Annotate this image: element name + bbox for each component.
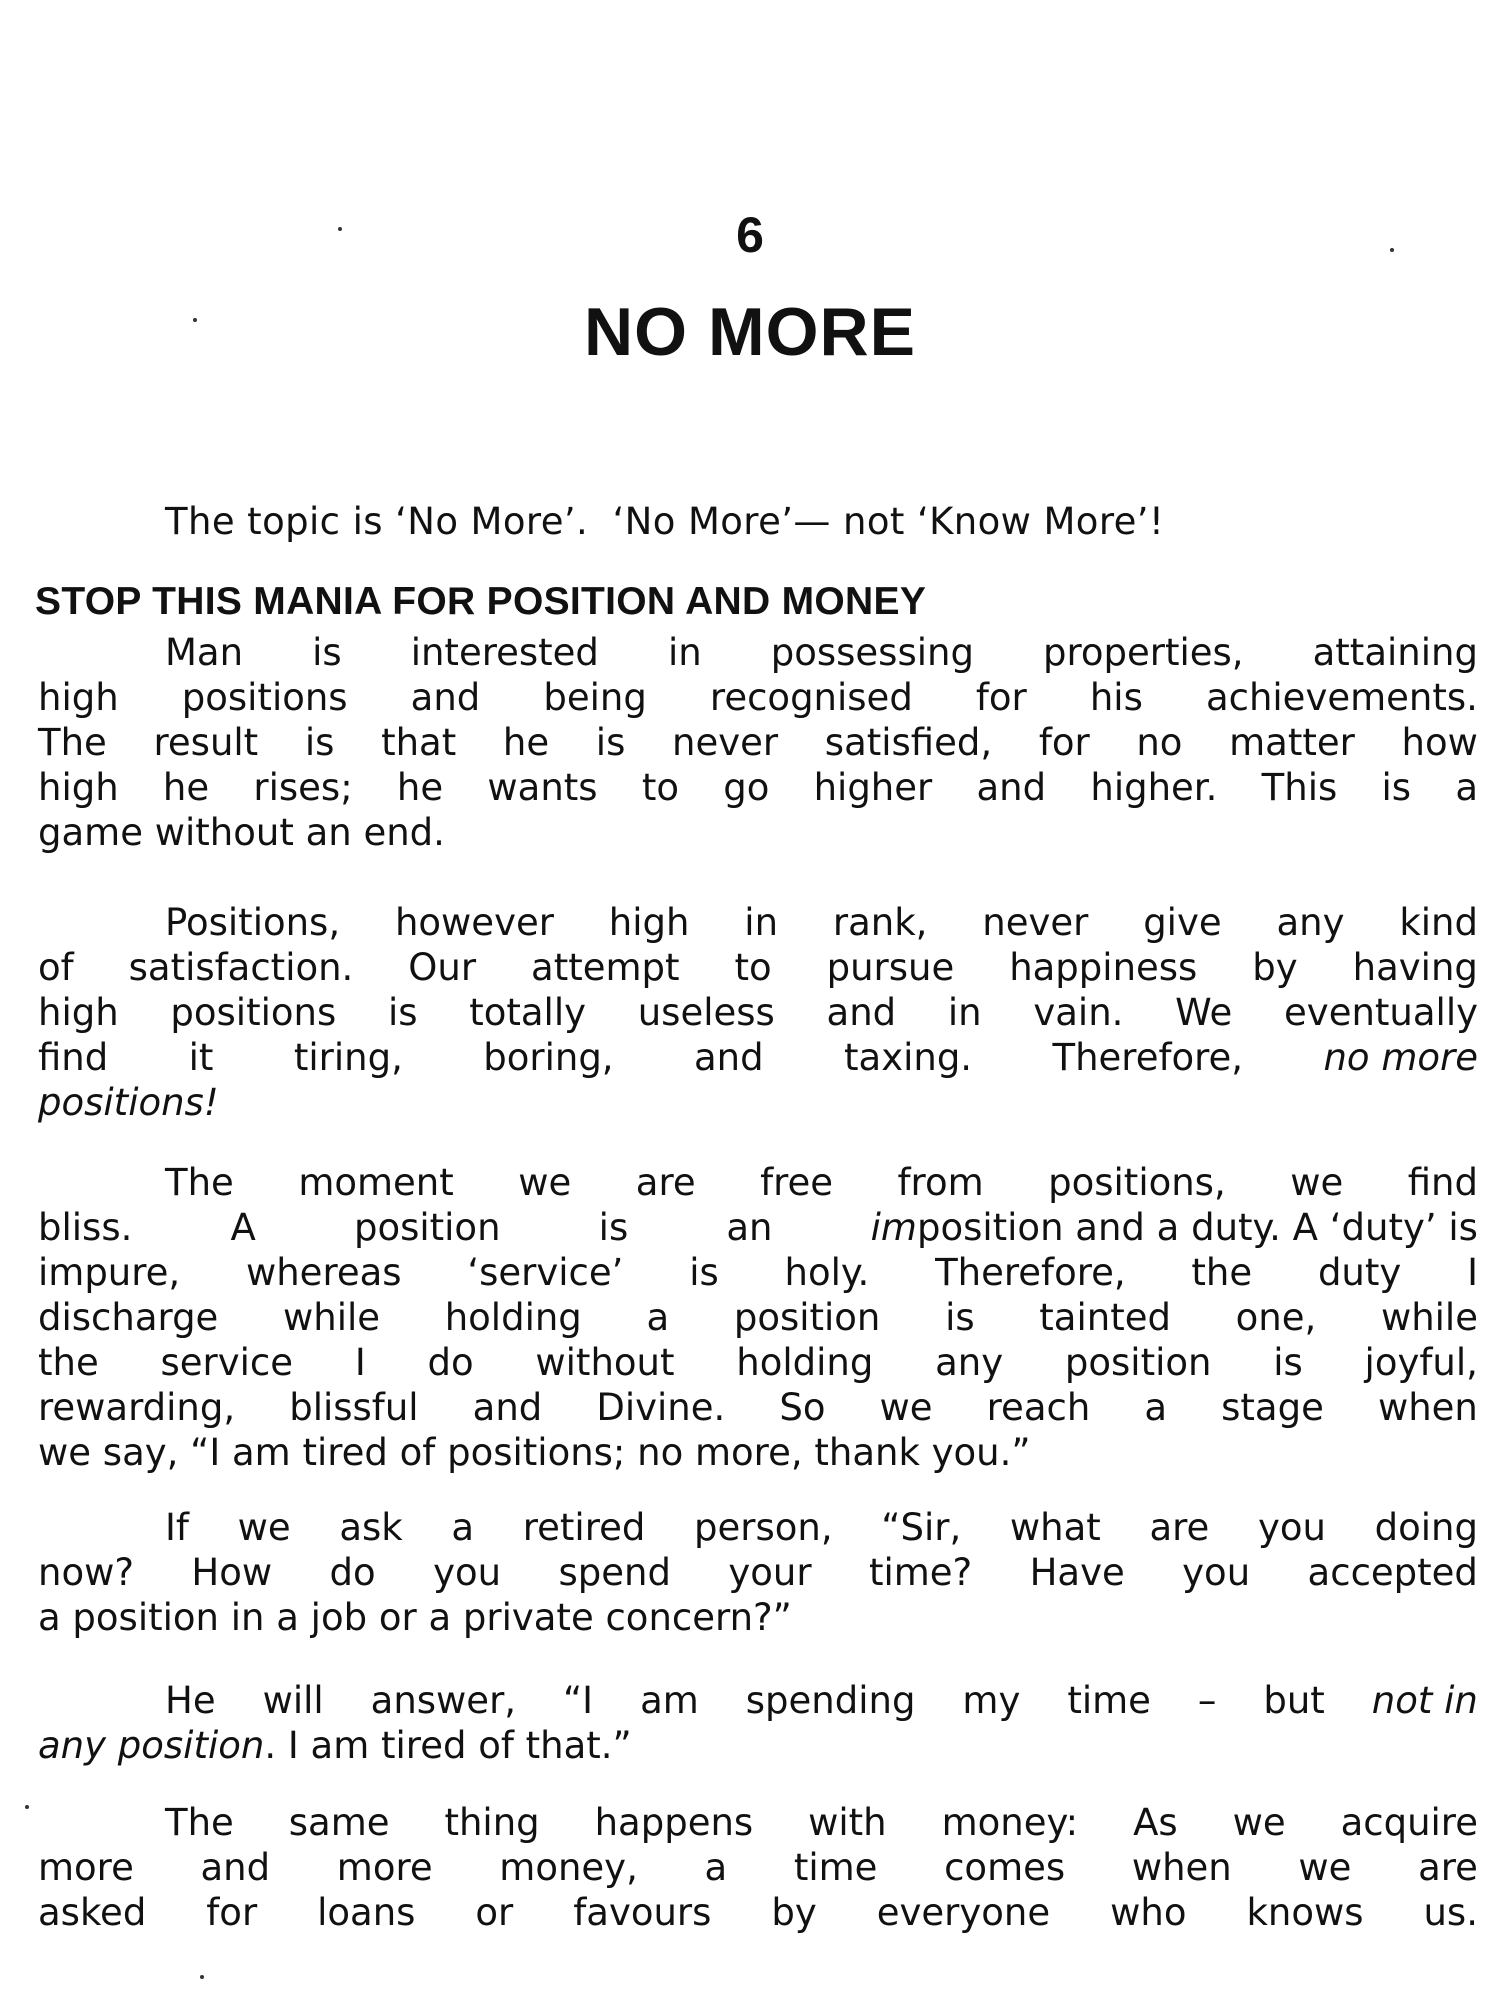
word: a [704,1846,728,1889]
word: spending [745,1679,916,1722]
word: spend [558,1551,671,1594]
scan-speck [338,227,342,231]
word: achievements. [1205,676,1478,719]
word: that [381,721,457,764]
word: the [1191,1251,1253,1294]
paragraph-line [38,1205,1478,1250]
word: to [734,946,772,989]
word: positions, [1048,1161,1226,1204]
word: and [200,1846,271,1889]
word: one, [1235,1296,1317,1339]
paragraph-line [38,1845,1478,1890]
word: and [472,1386,543,1429]
paragraph-line [38,720,1478,765]
paragraph-line [38,1678,1478,1723]
word: joyful, [1364,1341,1478,1384]
word: Have [1029,1551,1125,1594]
word: and [410,676,481,719]
word: is [689,1251,719,1294]
word: he [396,766,444,809]
word: acquire [1340,1801,1478,1844]
word: but [1263,1679,1325,1722]
word: when [1377,1386,1478,1429]
word: is [598,1206,629,1249]
word: any [1276,901,1345,944]
paragraph-line [38,1295,1478,1340]
word: us. [1423,1891,1478,1934]
word: more [336,1846,433,1889]
word: whereas [245,1251,402,1294]
word: more [38,1846,134,1889]
word: holding [736,1341,874,1384]
word: it [188,1036,214,1079]
word: stage [1221,1386,1324,1429]
paragraph-1 [38,630,1478,855]
paragraph-line [38,1550,1478,1595]
word: a [1144,1386,1168,1429]
word: kind [1399,901,1478,944]
word: while [283,1296,381,1339]
paragraph-4 [38,1505,1478,1640]
paragraph-line [38,1505,1478,1550]
word: do [329,1551,376,1594]
word: everyone [876,1891,1051,1934]
paragraph-line-text: position and a duty. A ‘duty’ is [916,1206,1478,1249]
paragraph-line [38,1340,1478,1385]
word: high [38,991,119,1034]
word: for [206,1891,258,1934]
paragraph-line [38,1035,1478,1080]
paragraph-line [38,945,1478,990]
word: position [1064,1341,1212,1384]
word: when [1131,1846,1232,1889]
word: He [165,1679,216,1722]
word: result [153,721,259,764]
word: holy. [784,1251,870,1294]
word: the [38,1341,99,1384]
word: ask [339,1506,403,1549]
word: position [353,1206,501,1249]
word: eventually [1284,991,1478,1034]
word: you [1182,1551,1251,1594]
word: a [1455,766,1478,809]
word: A [230,1206,256,1249]
word: accepted [1307,1551,1478,1594]
word: service [160,1341,294,1384]
word: in [947,991,982,1034]
paragraph-line [38,1800,1478,1845]
paragraph-line [38,900,1478,945]
word: pursue [826,946,955,989]
word: I [354,1341,366,1384]
word: is [387,991,418,1034]
word: we [237,1506,291,1549]
scan-speck [1390,248,1394,252]
word: for [1038,721,1090,764]
word: we [1290,1161,1344,1204]
word: rank, [832,901,928,944]
word: loans [317,1891,416,1934]
word: free [760,1161,834,1204]
word: asked [38,1891,147,1934]
word: by [1252,946,1298,989]
word: We [1175,991,1233,1034]
word: my [962,1679,1021,1722]
word: This [1261,766,1338,809]
paragraph-line [38,1385,1478,1430]
word: comes [944,1846,1066,1889]
word: happiness [1009,946,1198,989]
word: we [1232,1801,1286,1844]
word: and [826,991,897,1034]
paragraph-5 [38,1678,1478,1768]
word: in [667,631,702,674]
word: he [502,721,550,764]
word: reach [986,1386,1091,1429]
paragraph-6 [38,1800,1478,1935]
word: Therefore, [1052,1036,1244,1079]
word: totally [469,991,587,1034]
word: Man [165,631,244,674]
word: The [38,721,107,764]
paragraph-3 [38,1160,1478,1475]
word: any [935,1341,1004,1384]
word: impure, [38,1251,181,1294]
word: in [744,901,779,944]
word: an [726,1206,773,1249]
word: with [808,1801,887,1844]
scan-speck [25,1805,29,1809]
word: who [1110,1891,1187,1934]
paragraph-line [38,1890,1478,1935]
word: or [475,1891,514,1934]
paragraph-line: game without an end. [38,811,445,854]
word: As [1133,1801,1178,1844]
word: we [1298,1846,1352,1889]
word: time [1067,1679,1151,1722]
word: Our [408,946,477,989]
word: tiring, [293,1036,403,1079]
word: properties, [1043,631,1244,674]
word: a [646,1296,670,1339]
word: without [535,1341,675,1384]
paragraph-line [38,1723,1478,1768]
word: thing [444,1801,540,1844]
word: answer, [370,1679,517,1722]
paragraph-line [38,1160,1478,1205]
word: same [288,1801,390,1844]
word: ‘service’ [467,1251,624,1294]
word: rewarding, [38,1386,236,1429]
word: never [982,901,1089,944]
word: matter [1229,721,1355,764]
word: and [976,766,1047,809]
word: Positions, [165,901,341,944]
word: we [518,1161,572,1204]
emphasis-text: any position [38,1724,265,1767]
word: favours [573,1891,712,1934]
word: attaining [1312,631,1478,674]
word: find [1407,1161,1478,1204]
word: is [312,631,342,674]
word: never [672,721,779,764]
paragraph-line-text: . I am tired of that.” [264,1724,632,1767]
word: How [191,1551,273,1594]
word: higher [813,766,933,809]
word: position [733,1296,881,1339]
word: find [38,1036,109,1079]
word: higher. [1090,766,1218,809]
word: we [879,1386,933,1429]
word: how [1401,721,1478,764]
word: rises; [253,766,353,809]
paragraph-line: a position in a job or a private concern?” [38,1596,792,1639]
word: – [1197,1679,1217,1722]
word: vain. [1033,991,1124,1034]
word: useless [637,991,775,1034]
chapter-number: 6 [736,207,764,263]
word: I [1467,1251,1478,1294]
word: is [595,721,626,764]
paragraph-line: positions! [38,1081,219,1124]
word: is [1381,766,1412,809]
word: “I [563,1679,594,1722]
word: while [1380,1296,1478,1339]
word: Therefore, [935,1251,1126,1294]
word: high [38,766,119,809]
word: “Sir, [881,1506,962,1549]
word: give [1143,901,1222,944]
word: possessing [770,631,974,674]
word: duty [1317,1251,1402,1294]
word: If [165,1506,189,1549]
word: holding [444,1296,582,1339]
word: is [945,1296,975,1339]
word: money, [499,1846,638,1889]
word: high [38,676,119,719]
word: do [427,1341,474,1384]
word: a [451,1506,475,1549]
paragraph-line [38,1250,1478,1295]
word: his [1089,676,1143,719]
word: for [975,676,1027,719]
word: So [779,1386,826,1429]
word: you [433,1551,502,1594]
word: The [165,1801,234,1844]
word: bliss. [38,1206,133,1249]
word: satisfied, [824,721,993,764]
word: positions [170,991,337,1034]
word: time [793,1846,878,1889]
word: is [1273,1341,1303,1384]
word: boring, [483,1036,614,1079]
paragraph-line-text [871,1205,1478,1250]
word: am [640,1679,699,1722]
word: interested [410,631,599,674]
paragraph-line: we say, “I am tired of positions; no more, thank you.” [38,1431,1031,1474]
word: recognised [709,676,913,719]
paragraph-line [38,765,1478,810]
word: to [641,766,679,809]
word: however [394,901,554,944]
word: knows [1246,1891,1364,1934]
word: taxing. [844,1036,973,1079]
chapter-title: NO MORE [584,294,916,370]
topic-line: The topic is ‘No More’. ‘No More’— not ‘Know More’! [165,500,1165,543]
emphasis-text: not in [1371,1679,1478,1722]
scan-speck [200,1975,204,1979]
word: he [162,766,210,809]
paragraph-line [38,630,1478,675]
word: time? [868,1551,973,1594]
word: The [165,1161,234,1204]
word: attempt [531,946,680,989]
word: no [1136,721,1183,764]
word: tainted [1039,1296,1171,1339]
word: by [771,1891,817,1934]
word: go [723,766,770,809]
word: will [262,1679,324,1722]
section-heading: STOP THIS MANIA FOR POSITION AND MONEY [35,580,927,623]
paragraph-line [38,675,1478,720]
word: being [543,676,647,719]
word: discharge [38,1296,219,1339]
word: retired [522,1506,646,1549]
word: high [608,901,690,944]
word: are [635,1161,696,1204]
word: person, [694,1506,833,1549]
word: are [1149,1506,1210,1549]
word: wants [487,766,598,809]
word: happens [594,1801,754,1844]
word: from [897,1161,984,1204]
emphasis-text: im [870,1206,917,1249]
word: positions [181,676,348,719]
word: having [1352,946,1478,989]
word: and [693,1036,764,1079]
word: what [1009,1506,1101,1549]
word: satisfaction. [128,946,354,989]
emphasis-text: no more [1323,1036,1478,1079]
word: doing [1374,1506,1478,1549]
paragraph-2 [38,900,1478,1125]
scan-speck [193,318,197,322]
word: your [728,1551,812,1594]
word: you [1257,1506,1326,1549]
word: are [1418,1846,1478,1889]
word: is [304,721,335,764]
paragraph-line [38,990,1478,1035]
word: money: [941,1801,1079,1844]
word: Divine. [596,1386,726,1429]
word: of [38,946,74,989]
word: moment [298,1161,454,1204]
word: blissful [289,1386,419,1429]
word: now? [38,1551,134,1594]
